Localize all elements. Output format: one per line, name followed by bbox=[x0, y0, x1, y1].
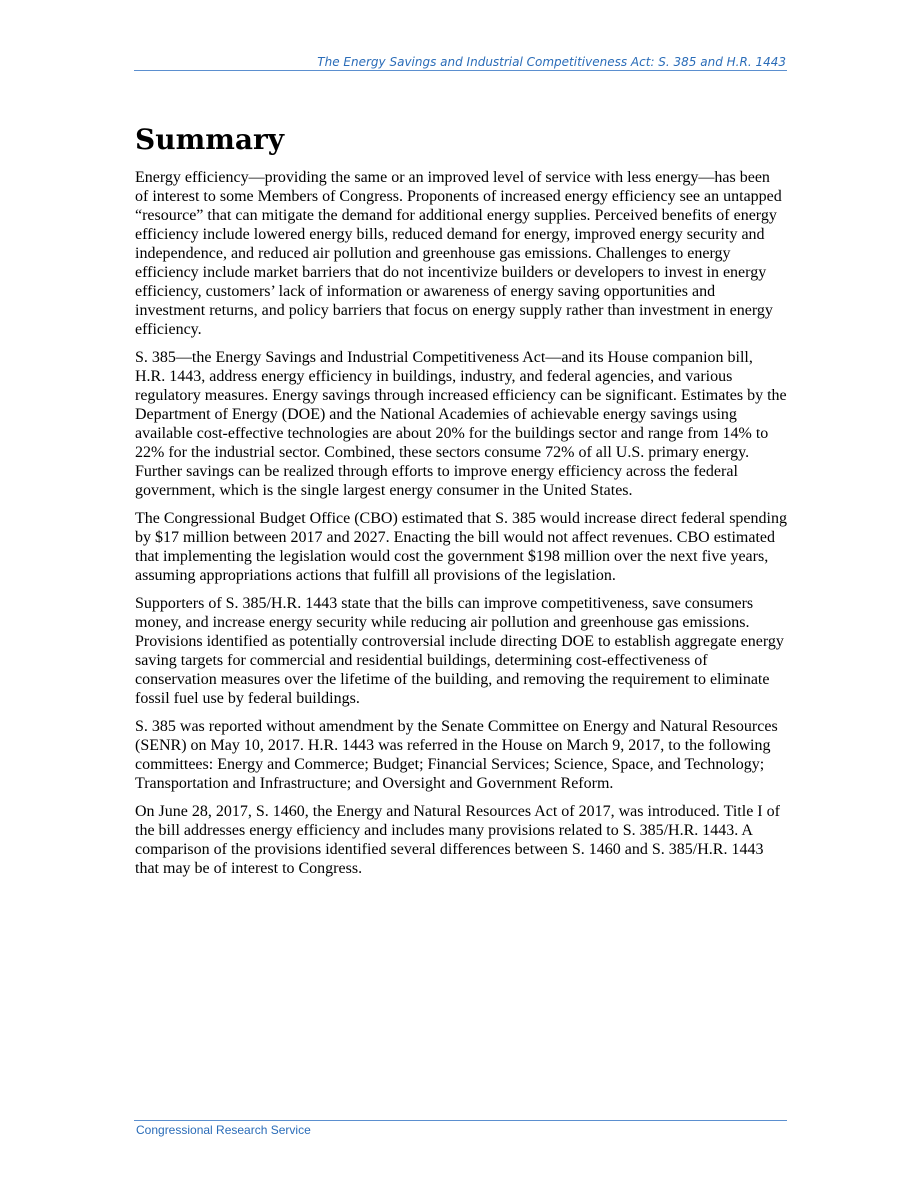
paragraph: Supporters of S. 385/H.R. 1443 state that the bills can improve competitiveness, save consumers money, and increase energy security while reducing air pollution and greenhouse gas emissions. Provisions identified as potentially controversial include directing DOE to establish aggregate energy saving targets for commercial and residential buildings, determining cost-effectiveness of conservation measures over the lifetime of the building, and removing the requirement to eliminate fossil fuel use by federal buildings. bbox=[135, 595, 784, 707]
section-title: Summary bbox=[135, 123, 284, 156]
header-divider bbox=[134, 70, 787, 71]
paragraph: On June 28, 2017, S. 1460, the Energy and Natural Resources Act of 2017, was introduced. Title I of the bill addresses energy efficiency and includes many provisions related to S. 385/H.R. 1443. A comparison of the provisions identified several differences between S. 1460 and S. 385/H.R. 1443 that may be of interest to Congress. bbox=[135, 803, 780, 877]
summary-body bbox=[135, 168, 787, 887]
paragraph: Energy efficiency—providing the same or an improved level of service with less energy—has been of interest to some Members of Congress. Proponents of increased energy efficiency see an untapped “resource” that can mitigate the demand for additional energy supplies. Perceived benefits of energy efficiency include lowered energy bills, reduced demand for energy, improved energy security and independence, and reduced air pollution and greenhouse gas emissions. Challenges to energy efficiency include market barriers that do not incentivize builders or developers to invest in energy efficiency, customers’ lack of information or awareness of energy saving opportunities and investment returns, and policy barriers that focus on energy supply rather than investment in energy efficiency. bbox=[135, 169, 782, 338]
paragraph: S. 385 was reported without amendment by the Senate Committee on Energy and Natural Resources (SENR) on May 10, 2017. H.R. 1443 was referred in the House on March 9, 2017, to the following committees: Energy and Commerce; Budget; Financial Services; Science, Space, and Technology; Transportation and Infrastructure; and Oversight and Government Reform. bbox=[135, 718, 778, 792]
footer-divider bbox=[134, 1120, 787, 1121]
paragraph: S. 385—the Energy Savings and Industrial Competitiveness Act—and its House companion bill, H.R. 1443, address energy efficiency in buildings, industry, and federal agencies, and various regulatory measures. Energy savings through increased efficiency can be significant. Estimates by the Department of Energy (DOE) and the National Academies of achievable energy savings using available cost-effective technologies are about 20% for the buildings sector and range from 14% to 22% for the industrial sector. Combined, these sectors consume 72% of all U.S. primary energy. Further savings can be realized through efforts to improve energy efficiency across the federal government, which is the single largest energy consumer in the United States. bbox=[135, 349, 787, 499]
running-footer: Congressional Research Service bbox=[136, 1123, 311, 1137]
paragraph: The Congressional Budget Office (CBO) estimated that S. 385 would increase direct federal spending by $17 million between 2017 and 2027. Enacting the bill would not affect revenues. CBO estimated that implementing the legislation would cost the government $198 million over the next five years, assuming appropriations actions that fulfill all provisions of the legislation. bbox=[135, 510, 787, 584]
running-header: The Energy Savings and Industrial Competitiveness Act: S. 385 and H.R. 1443 bbox=[317, 55, 786, 69]
